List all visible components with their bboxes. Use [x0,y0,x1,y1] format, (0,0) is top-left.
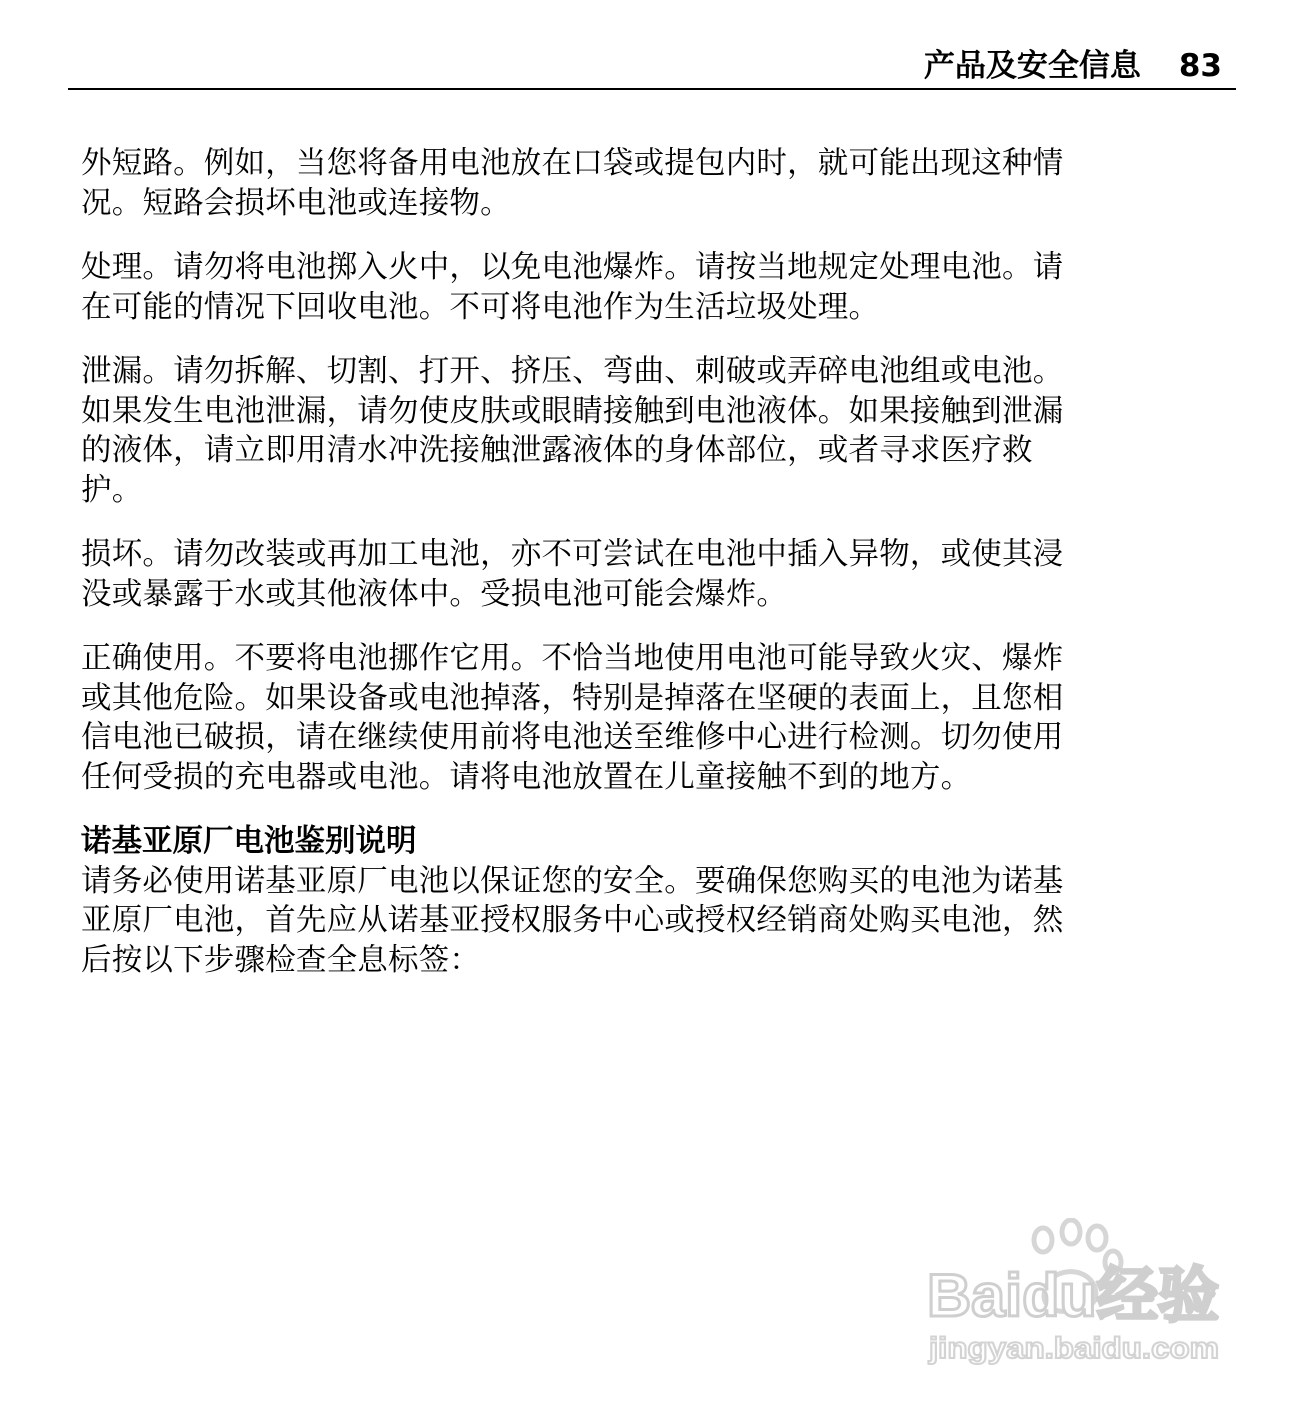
text-line: 处理。请勿将电池掷入火中，以免电池爆炸。请按当地规定处理电池。请 [81,250,1064,285]
paragraph-disposal [81,248,1226,327]
text-line: 况。短路会损坏电池或连接物。 [81,185,511,221]
page-header [68,40,1236,90]
text-line: 如果发生电池泄漏，请勿使皮肤或眼睛接触到电池液体。如果接触到泄漏 [81,393,1064,429]
text-line: 或其他危险。如果设备或电池掉落，特别是掉落在坚硬的表面上，且您相 [81,680,1064,716]
text-line: 泄漏。请勿拆解、切割、打开、挤压、弯曲、刺破或弄碎电池组或电池。 [81,354,1064,389]
text-line: 任何受损的充电器或电池。请将电池放置在儿童接触不到的地方。 [81,759,972,795]
watermark-graphic [925,1218,1225,1368]
paragraph-damage [81,535,1226,614]
text-line: 没或暴露于水或其他液体中。受损电池可能会爆炸。 [81,576,788,612]
text-line: 在可能的情况下回收电池。不可将电池作为生活垃圾处理。 [81,289,880,325]
text-line: 信电池已破损，请在继续使用前将电池送至维修中心进行检测。切勿使用 [81,720,1064,755]
page-body [81,144,1226,1005]
paragraph-authentication [81,862,1226,981]
text-line: 的液体，请立即用清水冲洗接触泄露液体的身体部位，或者寻求医疗救 [81,433,1033,468]
text-line: 后按以下步骤检查全息标签： [81,942,481,978]
paragraph-correct-use [81,639,1226,797]
text-line: 请务必使用诺基亚原厂电池以保证您的安全。要确保您购买的电池为诺基 [81,863,1064,899]
paragraph-leakage [81,352,1226,510]
text-line: 亚原厂电池，首先应从诺基亚授权服务中心或授权经销商处购买电池，然 [81,903,1064,938]
section-title: 产品及安全信息 [923,48,1141,84]
watermark-brand: Baidu经验 [927,1262,1219,1329]
page-number: 83 [1178,48,1222,84]
text-line: 正确使用。不要将电池挪作它用。不恰当地使用电池可能导致火灾、爆炸 [81,641,1064,676]
section-heading: 诺基亚原厂电池鉴别说明 [81,824,417,859]
paragraph-short-circuit [81,144,1226,223]
running-header [924,48,1222,84]
text-line: 外短路。例如，当您将备用电池放在口袋或提包内时，就可能出现这种情 [81,146,1064,181]
baidu-watermark [925,1218,1225,1368]
text-line: 损坏。请勿改装或再加工电池，亦不可尝试在电池中插入异物，或使其浸 [81,537,1064,572]
watermark-url: jingyan.baidu.com [927,1332,1219,1365]
text-line: 护。 [81,472,143,508]
